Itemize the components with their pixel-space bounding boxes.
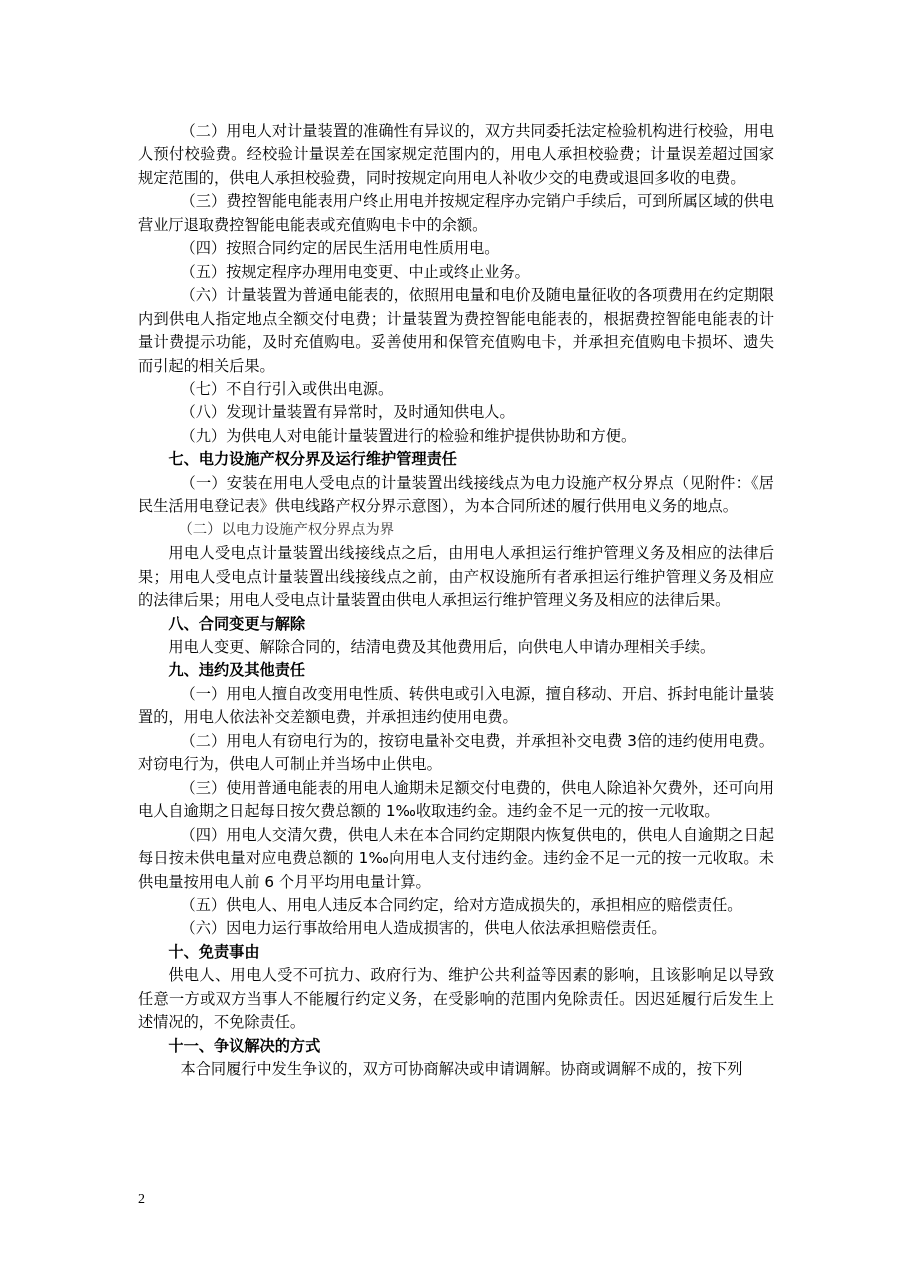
paragraph: （八）发现计量装置有异常时，及时通知供电人。 xyxy=(180,403,515,422)
paragraph: （三）费控智能电能表用户终止用电并按规定程序办完销户手续后，可到所属区域的供电营业厅退取费控智能电能表或充值购电卡中的余额。 xyxy=(138,192,774,234)
paragraph: 用电人受电点计量装置出线接线点之后，由用电人承担运行维护管理义务及相应的法律后果；用电人受电点计量装置出线接线点之前，由产权设施所有者承担运行维护管理义务及相应的法律后果；用电人受电点计量装置由供电人承担运行维护管理义务及相应的法律后果。 xyxy=(138,544,774,610)
paragraph: （三）使用普通电能表的用电人逾期未足额交付电费的，供电人除追补欠费外，还可向用电人自逾期之日起每日按欠费总额的 1‰收取违约金。违约金不足一元的按一元收取。 xyxy=(138,778,774,821)
paragraph: （六）因电力运行事故给用电人造成损害的，供电人依法承担赔偿责任。 xyxy=(180,919,667,938)
paragraph: 本合同履行中发生争议的，双方可协商解决或申请调解。协商或调解不成的，按下列 xyxy=(180,1060,743,1079)
section-heading: 十一、争议解决的方式 xyxy=(168,1036,321,1055)
paragraph: 用电人变更、解除合同的，结清电费及其他费用后，向供电人申请办理相关手续。 xyxy=(168,637,716,656)
contract-body xyxy=(138,120,774,1082)
paragraph: （六）计量装置为普通电能表的，依照用电量和电价及随电量征收的各项费用在约定期限内到供电人指定地点全额交付电费；计量装置为费控智能电能表的，根据费控智能电能表的计量计费提示功能，及时充值购电。妥善使用和保管充值购电卡，并承担充值购电卡损坏、遗失而引起的相关后果。 xyxy=(138,286,774,375)
paragraph: （五）按规定程序办理用电变更、中止或终止业务。 xyxy=(180,262,530,281)
paragraph: （七）不自行引入或供出电源。 xyxy=(180,379,394,398)
paragraph: （五）供电人、用电人违反本合同约定，给对方造成损失的，承担相应的赔偿责任。 xyxy=(180,895,743,914)
paragraph: （一）用电人擅自改变用电性质、转供电或引入电源，擅自移动、开启、拆封电能计量装置的，用电人依法补交差额电费，并承担违约使用电费。 xyxy=(138,684,774,727)
page-number: 2 xyxy=(138,1192,145,1207)
section-heading: 七、电力设施产权分界及运行维护管理责任 xyxy=(168,450,457,469)
paragraph: （一）安装在用电人受电点的计量装置出线接线点为电力设施产权分界点（见附件：《居民生活用电登记表》供电线路产权分界示意图），为本合同所述的履行供用电义务的地点。 xyxy=(138,473,774,516)
paragraph: （四）按照合同约定的居民生活用电性质用电。 xyxy=(180,239,500,258)
paragraph: 供电人、用电人受不可抗力、政府行为、维护公共利益等因素的影响，且该影响足以导致任意一方或双方当事人不能履行约定义务，在受影响的范围内免除责任。因迟延履行后发生上述情况的，不免除责任。 xyxy=(138,966,774,1032)
paragraph: （四）用电人交清欠费，供电人未在本合同约定期限内恢复供电的，供电人自逾期之日起每日按未供电量对应电费总额的 1‰向用电人支付违约金。违约金不足一元的按一元收取。未供电量按用电人前 6 个月平均用电量计算。 xyxy=(138,825,774,891)
section-heading: 九、违约及其他责任 xyxy=(168,661,306,680)
paragraph: （二）以电力设施产权分界点为界 xyxy=(178,521,395,538)
section-heading: 十、免责事由 xyxy=(168,942,260,961)
paragraph: （九）为供电人对电能计量装置进行的检验和维护提供协助和方便。 xyxy=(180,426,637,445)
paragraph: （二）用电人有窃电行为的，按窃电量补交电费，并承担补交电费 3倍的违约使用电费。对窃电行为，供电人可制止并当场中止供电。 xyxy=(138,731,774,774)
paragraph: （二）用电人对计量装置的准确性有异议的，双方共同委托法定检验机构进行校验，用电人预付校验费。经校验计量误差在国家规定范围内的，用电人承担校验费；计量误差超过国家规定范围的，供电人承担校验费，同时按规定向用电人补收少交的电费或退回多收的电费。 xyxy=(138,122,774,187)
section-heading: 八、合同变更与解除 xyxy=(168,614,306,633)
